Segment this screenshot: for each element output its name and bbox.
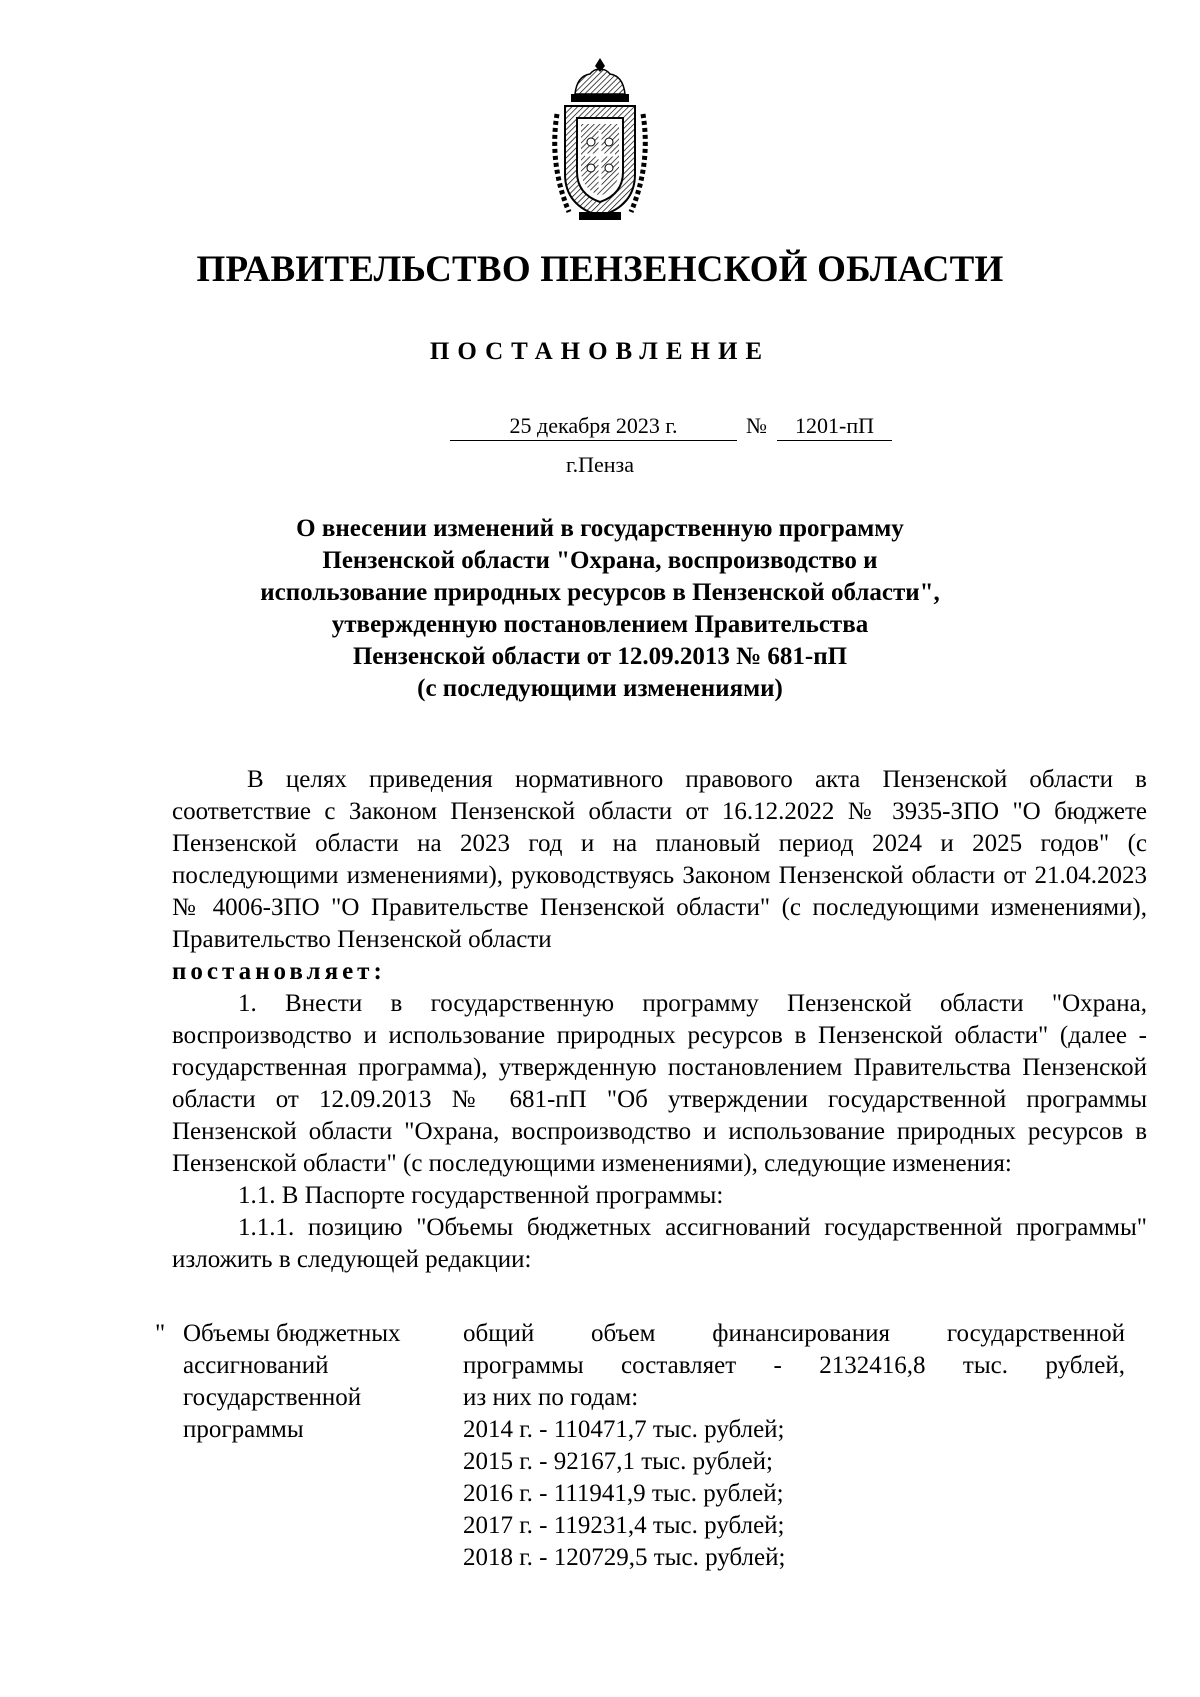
subject-line: утвержденную постановлением Правительства xyxy=(331,611,869,638)
government-title: ПРАВИТЕЛЬСТВО ПЕНЗЕНСКОЙ ОБЛАСТИ xyxy=(196,249,1004,290)
total-line: общий объем финансирования государственной xyxy=(463,1320,1125,1347)
item-1-paragraph: 1. Внести в государственную программу Пензенской области "Охрана, воспроизводство и использование природных ресурсов в Пензенской области" (далее - государственная программа), утвержденную постановлением Правительства Пензенской области от 12.09.2013 № 681-пП "Об утверждении государственной программы Пензенской области "Охрана, воспроизводство и использование природных ресурсов в Пензенской области" (с последующими изменениями), следующие изменения: xyxy=(172,990,1147,1177)
table-label-cell xyxy=(183,1318,443,1446)
subject-line: (с последующими изменениями) xyxy=(417,675,783,702)
city: г.Пенза xyxy=(566,452,634,477)
year-amount: 2015 г. - 92167,1 тыс. рублей; xyxy=(463,1448,773,1475)
table-value-cell xyxy=(463,1318,1125,1574)
total-line: программы составляет - 2132416,8 тыс. рублей, xyxy=(463,1352,1125,1379)
document-number: 1201-пП xyxy=(777,410,892,441)
label-line: Объемы бюджетных xyxy=(183,1320,401,1347)
item-1-1-paragraph: 1.1. В Паспорте государственной программы: xyxy=(238,1182,724,1209)
date-number-line xyxy=(0,410,1200,442)
document-date: 25 декабря 2023 г. xyxy=(450,410,737,441)
item-1-1-1-paragraph: 1.1.1. позицию "Объемы бюджетных ассигнований государственной программы" изложить в следующей редакции: xyxy=(172,1214,1147,1273)
subject-line: использование природных ресурсов в Пензенской области", xyxy=(260,579,940,606)
year-amount: 2018 г. - 120729,5 тыс. рублей; xyxy=(463,1544,786,1571)
document-body xyxy=(172,764,1147,1276)
label-line: программы xyxy=(183,1416,304,1443)
document-subject xyxy=(0,513,1200,705)
subject-line: Пензенской области "Охрана, воспроизводство и xyxy=(322,547,878,574)
number-sign: № xyxy=(746,413,767,438)
coat-of-arms-emblem xyxy=(545,54,655,224)
label-line: ассигнований xyxy=(183,1352,329,1379)
label-line: государственной xyxy=(183,1384,362,1411)
subject-line: О внесении изменений в государственную программу xyxy=(296,515,904,542)
resolves-word: постановляет: xyxy=(172,958,386,985)
year-amount: 2016 г. - 111941,9 тыс. рублей; xyxy=(463,1480,784,1507)
preamble-paragraph: В целях приведения нормативного правового акта Пензенской области в соответствие с Законом Пензенской области от 16.12.2022 № 3935-ЗПО "О бюджете Пензенской области на 2023 год и на плановый период 2024 и 2025 годов" (с последующими изменениями), руководствуясь Законом Пензенской области от 21.04.2023 № 4006-ЗПО "О Правительстве Пензенской области" (с последующими изменениями), Правительство Пензенской области xyxy=(172,766,1147,953)
year-amount: 2017 г. - 119231,4 тыс. рублей; xyxy=(463,1512,785,1539)
year-amount: 2014 г. - 110471,7 тыс. рублей; xyxy=(463,1416,785,1443)
resolves-paragraph xyxy=(172,956,1147,988)
subject-line: Пензенской области от 12.09.2013 № 681-пП xyxy=(352,643,848,670)
total-line: из них по годам: xyxy=(463,1384,639,1411)
opening-quote: " xyxy=(155,1320,166,1347)
document-type: ПОСТАНОВЛЕНИЕ xyxy=(429,338,771,365)
